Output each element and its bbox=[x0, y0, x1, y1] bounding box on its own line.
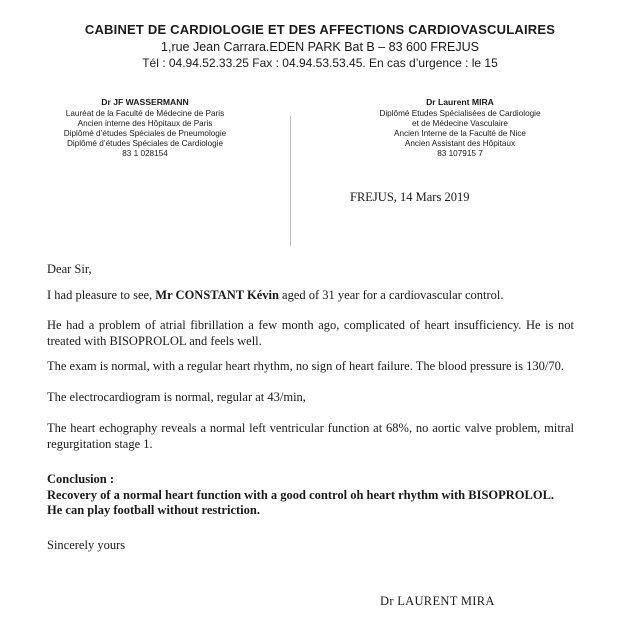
doctor-right-credential: 83 107915 7 bbox=[437, 149, 483, 158]
patient-name: Mr CONSTANT Kévin bbox=[155, 288, 279, 302]
signature: Dr LAURENT MIRA bbox=[380, 594, 495, 608]
doctor-left-credential: Diplômé d’études Spéciales de Cardiologie bbox=[66, 139, 224, 148]
doctor-left-credential: Ancien interne des Hôpitaux de Paris bbox=[77, 119, 213, 128]
doctor-right-credential: Ancien Assistant des Hôpitaux bbox=[404, 139, 516, 148]
doctor-left-name: Dr JF WASSERMANN bbox=[101, 97, 189, 107]
paragraph-visit-intro: I had pleasure to see, bbox=[47, 288, 156, 302]
paragraph-visit bbox=[47, 288, 574, 304]
paragraph-history: He had a problem of atrial fibrillation a few month ago, complicated of heart insufficiency. He is not treated with BISOPROLOL and feels well. bbox=[47, 318, 574, 348]
clinic-address: 1,rue Jean Carrara.EDEN PARK Bat B – 83 600 FREJUS bbox=[161, 40, 479, 54]
header-divider bbox=[290, 116, 291, 246]
doctor-right-name: Dr Laurent MIRA bbox=[426, 97, 494, 107]
clinic-title: CABINET DE CARDIOLOGIE ET DES AFFECTIONS CARDIOVASCULAIRES bbox=[84, 22, 556, 37]
doctor-right-credential: Ancien Interne de la Faculté de Nice bbox=[394, 129, 526, 138]
doctor-left-block bbox=[40, 97, 250, 159]
doctor-left-credential: Lauréat de la Faculté de Médecine de Paris bbox=[65, 109, 225, 118]
doctor-right-credential: Diplômé Etudes Spécialisées de Cardiologie bbox=[379, 109, 541, 118]
paragraph-echography: The heart echography reveals a normal left ventricular function at 68%, no aortic valve problem, mitral regurgitation stage 1. bbox=[47, 421, 574, 451]
letter-date: FREJUS, 14 Mars 2019 bbox=[350, 190, 470, 204]
doctor-left-credential: Diplômé d’études Spéciales de Pneumologie bbox=[63, 129, 227, 138]
doctor-right-credential: et de Médecine Vasculaire bbox=[412, 119, 508, 128]
doctor-left-credential: 83 1 028154 bbox=[122, 149, 168, 158]
conclusion-title: Conclusion : bbox=[47, 472, 115, 486]
conclusion-line: He can play football without restriction. bbox=[47, 503, 260, 517]
paragraph-exam: The exam is normal, with a regular heart rhythm, no sign of heart failure. The blood pressure is 130/70. bbox=[47, 359, 564, 373]
conclusion-block bbox=[47, 472, 574, 519]
paragraph-ecg: The electrocardiogram is normal, regular at 43/min, bbox=[47, 390, 306, 404]
salutation: Dear Sir, bbox=[47, 262, 92, 276]
closing: Sincerely yours bbox=[47, 538, 126, 552]
clinic-contact: Tél : 04.94.52.33.25 Fax : 04.94.53.53.45. En cas d’urgence : le 15 bbox=[142, 56, 498, 70]
conclusion-line: Recovery of a normal heart function with a good control oh heart rhythm with BISOPROLOL. bbox=[47, 487, 555, 502]
doctor-right-block bbox=[370, 97, 550, 159]
paragraph-visit-rest: aged of 31 year for a cardiovascular control. bbox=[278, 288, 504, 302]
